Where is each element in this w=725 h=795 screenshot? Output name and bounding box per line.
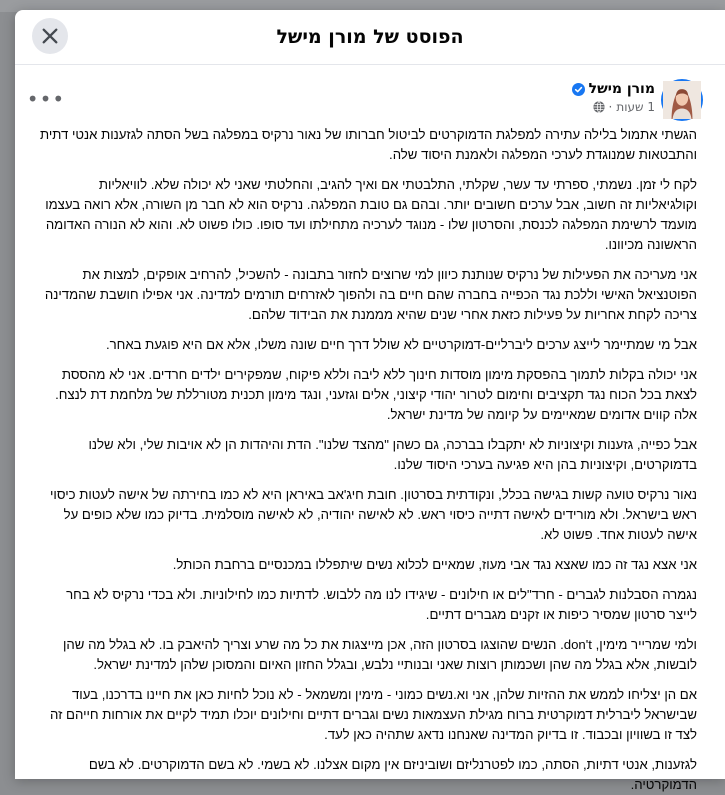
more-options-button[interactable] xyxy=(26,87,66,111)
post-paragraph: נגמרה הסבלנות לגברים - חרד"לים או חילונים - שיגידו לנו מה ללבוש. לדתיות כמו לחילוניות. ולא בכדי נרקיס לא בחר לייצר סרטון שמסיר כיפות או זקנים מגברים דתיים. xyxy=(66,587,697,622)
avatar-image xyxy=(663,81,701,119)
modal-header xyxy=(15,10,725,65)
close-icon xyxy=(41,27,59,45)
more-options-icon: ••• xyxy=(26,87,66,111)
post-modal xyxy=(15,10,725,792)
post-time[interactable]: 1 שעות xyxy=(616,100,655,114)
post-paragraph: נאור נרקיס טועה קשות בגישה בכלל, ונקודתית בסרטון. חובת חיג'אב באיראן היא לא כמו בחירתה של אישה לעטות כיסוי ראש בישראל. ולא מורידים לאישה דתייה כיסוי ראש. לא לאישה יהודיה, לא לאישה מוסלמית. בדיוק כמו שלא כופים על אישה לעטות אחד. פשוט לא. xyxy=(49,487,697,542)
post-paragraph: ולמי שמרייר מימין, don't. הנשים שהוצגו בסרטון הזה, אכן מייצגות את כל מה שרע וצריך להיאבק בו. לא בגלל מה שהן לובשות, אלא בגלל מה שהן ושכמותן רוצות שאני ובנותיי נלבש, ובגלל החזון האיום והמסוכן שלהן למדינת ישראל. xyxy=(63,637,697,672)
post-paragraph: הגשתי אתמול בלילה עתירה למפלגת הדמוקרטים לביטול חברותו של נאור נרקיס במפלגה בשל הסתה לגזענות אנטי דתית והתבטאות שמנוגדת לערכי המפלגה ולאמנת היסוד שלה. xyxy=(40,127,697,162)
verified-badge-icon xyxy=(572,83,585,96)
avatar[interactable] xyxy=(661,79,703,121)
post-header xyxy=(15,65,725,125)
close-button[interactable] xyxy=(32,18,68,54)
post-paragraph: אני מעריכה את הפעילות של נרקיס שנותנת כיוון למי שרוצים לחזור בתבונה - להשכיל, להרחיב אופקים, למצות את הפוטנציאל האישי וללכת נגד הכפייה בחברה שהם חיים בה ולהפוך לאזרחים תורמים למדינה. אני אפילו חושבת שהמדינה צריכה לקחת אחריות על פעילות כזאת אחרי שנים שהיא מממנת את הבידוד שלהם. xyxy=(44,267,697,322)
modal-title: הפוסט של מורן מישל xyxy=(276,26,464,48)
post-paragraph: אני יכולה בקלות לתמוך בהפסקת מימון מוסדות חינוך ללא ליבה וללא פיקוח, שמפקירים ילדים חרדים. אני לא מהססת לצאת בכל הכוח נגד תקציבים וחימום לטרור יהודי קיצוני, אלים וגזעני, ונגד מימון תכנית מטורללת של מלחמת דת לנצח. אלה קווים אדומים שמאיימים על קיומה של מדינת ישראל. xyxy=(55,367,697,422)
post-paragraph: לקח לי זמן. נשמתי, ספרתי עד עשר, שקלתי, התלבטתי אם ואיך להגיב, והחלטתי שאני לא יכולה שלא. לוויאליות וקולגיאליות זה חשוב, אבל ערכים חשובים יותר. ובהם גם טובת המפלגה. נרקיס הוא לא חבר מן השורה, אלא רואה בעצמו מועמד לרשימת המפלגה לכנסת, והסרטון שלו - מנוגד לערכיה מתחילתו ועד סופו. כולו פשוט לא. והוא לא הנורה האדומה הראשונה מכיוונו. xyxy=(45,177,697,252)
author-name[interactable]: מורן מישל xyxy=(588,81,655,97)
post-body xyxy=(15,125,725,795)
post-paragraph: אם הן יצליחו לממש את ההזיות שלהן, אני וא.נשים כמוני - מימין ומשמאל - לא נוכל לחיות כאן את חיינו בדרכנו, בעוד שבישראל ליברלית דמוקרטית ברוח מגילת העצמאות נשים וגברים דתיים וחילונים יוכלו תמיד לקיים את אורחות חייהם זה לצד זו בשוויון ובכבוד. זו בדיוק המדינה שאנחנו נדאג שתהיה כאן לעד. xyxy=(50,687,697,742)
post-paragraph: לגזענות, אנטי דתיות, הסתה, כמו לפטרנליזם ושוביניזם אין מקום אצלנו. לא בשמי. לא בשם הדמוקרטים. לא בשם הדמוקרטיה. xyxy=(88,757,697,792)
globe-icon[interactable] xyxy=(593,101,605,113)
post-paragraph: אבל כפייה, גזענות וקיצוניות לא יתקבלו בברכה, גם כשהן "מהצד שלנו". הדת והיהדות הן לא אויבות שלי, ולא שלנו בדמוקרטים, וקיצוניות בהן היא פגיעה בערכי היסוד שלנו. xyxy=(88,437,697,472)
author-block xyxy=(572,81,655,114)
post-paragraph: אבל מי שמתיימר לייצג ערכים ליברליים-דמוקרטיים לא שולל דרך חיים שונה משלו, אלא אם היא פוגעת באחר. xyxy=(105,337,697,352)
post-paragraph: אני אצא נגד זה כמו שאצא נגד אבי מעוז, שמאיים לכלוא נשים שיתפללו במכנסיים ברחבת הכותל. xyxy=(172,557,697,572)
meta-separator: · xyxy=(608,100,613,114)
